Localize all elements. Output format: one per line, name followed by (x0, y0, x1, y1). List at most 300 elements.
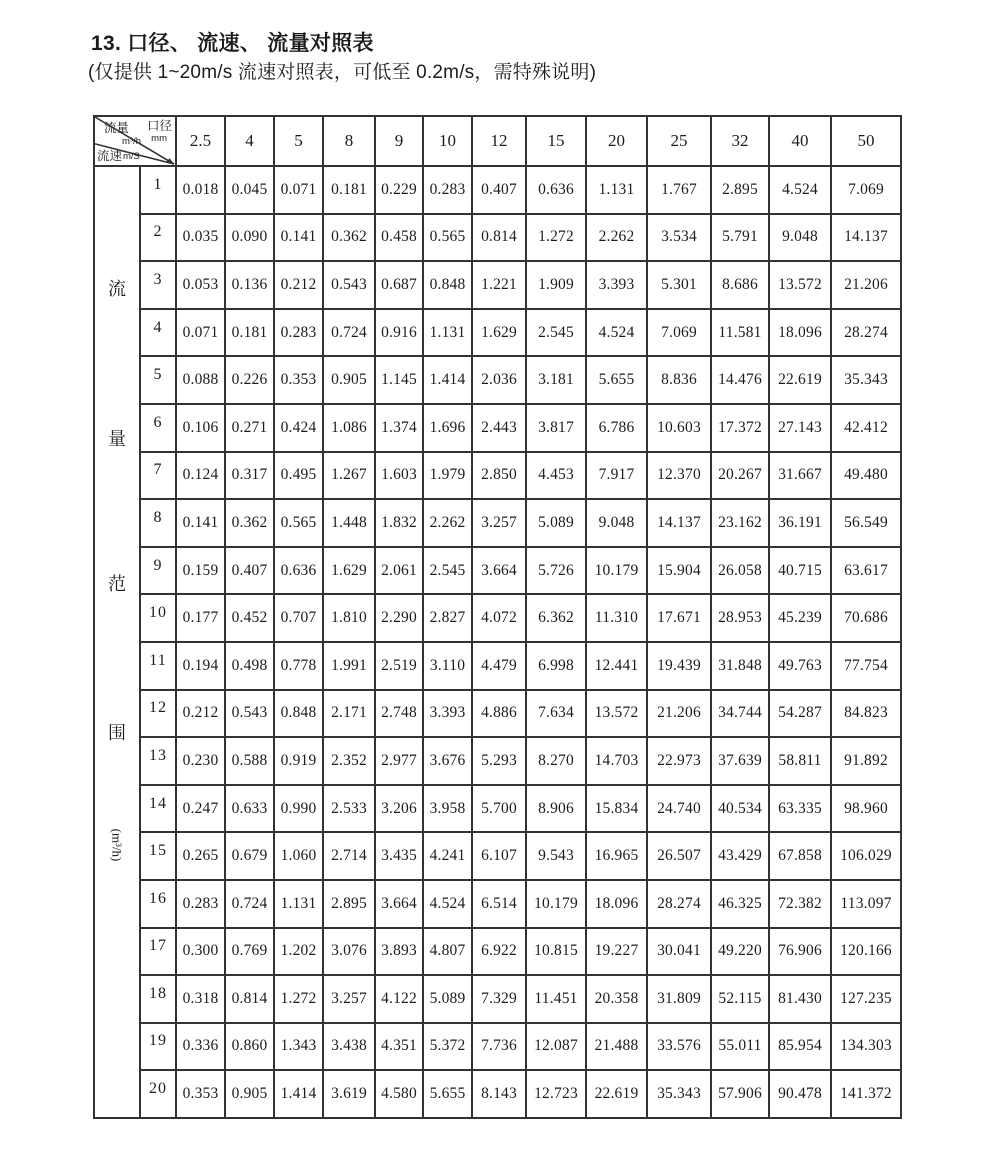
velocity-value: 18 (149, 984, 167, 1002)
flow-value-cell: 5.301 (647, 261, 711, 309)
diameter-header: 15 (526, 116, 586, 166)
flow-value-cell: 21.206 (647, 690, 711, 738)
flow-value-cell: 14.703 (586, 737, 647, 785)
flow-value-cell: 3.958 (423, 785, 472, 833)
diameter-header: 5 (274, 116, 323, 166)
flow-value-cell: 0.226 (225, 356, 274, 404)
velocity-value: 8 (153, 508, 163, 526)
flow-value-cell: 0.452 (225, 594, 274, 642)
flow-value-cell: 3.206 (375, 785, 423, 833)
flow-value-cell: 40.715 (769, 547, 831, 595)
flow-value-cell: 0.045 (225, 166, 274, 214)
table-row (94, 261, 901, 309)
flow-value-cell: 2.262 (423, 499, 472, 547)
flow-value-cell: 0.362 (225, 499, 274, 547)
flow-value-cell: 20.267 (711, 452, 769, 500)
flow-value-cell: 0.283 (176, 880, 225, 928)
page-subtitle: (仅提供 1~20m/s 流速对照表，可低至 0.2m/s，需特殊说明) (88, 62, 597, 83)
flow-value-cell: 27.143 (769, 404, 831, 452)
flow-value-cell: 20.358 (586, 975, 647, 1023)
flow-value-cell: 2.290 (375, 594, 423, 642)
flow-value-cell: 0.053 (176, 261, 225, 309)
flow-value-cell: 3.110 (423, 642, 472, 690)
flow-value-cell: 3.664 (472, 547, 526, 595)
flow-value-cell: 0.724 (323, 309, 375, 357)
diameter-header: 12 (472, 116, 526, 166)
velocity-cell (140, 356, 176, 404)
flow-value-cell: 3.817 (526, 404, 586, 452)
flow-value-cell: 67.858 (769, 832, 831, 880)
flow-value-cell: 1.221 (472, 261, 526, 309)
flow-value-cell: 7.069 (831, 166, 901, 214)
flow-value-cell: 1.832 (375, 499, 423, 547)
flow-value-cell: 2.352 (323, 737, 375, 785)
velocity-cell (140, 404, 176, 452)
flow-value-cell: 2.171 (323, 690, 375, 738)
flow-range-side-label (94, 166, 140, 1118)
flow-value-cell: 8.686 (711, 261, 769, 309)
flow-value-cell: 1.202 (274, 928, 323, 976)
flow-value-cell: 0.565 (274, 499, 323, 547)
flow-value-cell: 113.097 (831, 880, 901, 928)
flow-value-cell: 4.122 (375, 975, 423, 1023)
velocity-value: 12 (149, 699, 167, 717)
flow-value-cell: 4.524 (769, 166, 831, 214)
flow-value-cell: 1.909 (526, 261, 586, 309)
velocity-cell (140, 594, 176, 642)
flow-value-cell: 15.904 (647, 547, 711, 595)
flow-value-cell: 0.860 (225, 1023, 274, 1071)
flow-value-cell: 0.814 (225, 975, 274, 1023)
flow-value-cell: 9.048 (586, 499, 647, 547)
velocity-cell (140, 785, 176, 833)
flow-value-cell: 0.124 (176, 452, 225, 500)
flow-value-cell: 3.438 (323, 1023, 375, 1071)
flow-value-cell: 0.318 (176, 975, 225, 1023)
flow-value-cell: 1.629 (472, 309, 526, 357)
flow-value-cell: 5.700 (472, 785, 526, 833)
velocity-cell (140, 737, 176, 785)
flow-value-cell: 0.724 (225, 880, 274, 928)
flow-value-cell: 9.543 (526, 832, 586, 880)
flow-value-cell: 2.545 (423, 547, 472, 595)
flow-value-cell: 3.393 (423, 690, 472, 738)
flow-value-cell: 4.351 (375, 1023, 423, 1071)
flow-value-cell: 31.848 (711, 642, 769, 690)
flow-value-cell: 7.634 (526, 690, 586, 738)
flow-value-cell: 23.162 (711, 499, 769, 547)
flow-value-cell: 0.353 (274, 356, 323, 404)
flow-value-cell: 0.317 (225, 452, 274, 500)
flow-value-cell: 0.090 (225, 214, 274, 262)
flow-value-cell: 30.041 (647, 928, 711, 976)
flow-value-cell: 0.336 (176, 1023, 225, 1071)
velocity-cell (140, 214, 176, 262)
flow-value-cell: 35.343 (647, 1070, 711, 1118)
velocity-value: 9 (153, 556, 163, 574)
flow-value-cell: 0.212 (274, 261, 323, 309)
flow-value-cell: 0.362 (323, 214, 375, 262)
flow-value-cell: 46.325 (711, 880, 769, 928)
flow-value-cell: 1.767 (647, 166, 711, 214)
flow-value-cell: 18.096 (769, 309, 831, 357)
diameter-header: 8 (323, 116, 375, 166)
flow-value-cell: 3.893 (375, 928, 423, 976)
side-label-char: 流 (108, 278, 126, 299)
flow-value-cell: 7.736 (472, 1023, 526, 1071)
flow-value-cell: 49.480 (831, 452, 901, 500)
velocity-cell (140, 499, 176, 547)
flow-value-cell: 8.836 (647, 356, 711, 404)
flow-value-cell: 8.143 (472, 1070, 526, 1118)
flow-value-cell: 2.533 (323, 785, 375, 833)
flow-value-cell: 3.435 (375, 832, 423, 880)
flow-value-cell: 0.565 (423, 214, 472, 262)
flow-value-cell: 43.429 (711, 832, 769, 880)
table-row (94, 832, 901, 880)
flow-value-cell: 0.088 (176, 356, 225, 404)
velocity-cell (140, 975, 176, 1023)
velocity-value: 14 (149, 794, 167, 812)
flow-value-cell: 141.372 (831, 1070, 901, 1118)
flow-value-cell: 31.667 (769, 452, 831, 500)
flow-value-cell: 10.179 (526, 880, 586, 928)
flow-value-cell: 0.177 (176, 594, 225, 642)
flow-value-cell: 120.166 (831, 928, 901, 976)
flow-value-cell: 57.906 (711, 1070, 769, 1118)
flow-value-cell: 6.998 (526, 642, 586, 690)
diameter-header: 40 (769, 116, 831, 166)
flow-value-cell: 2.827 (423, 594, 472, 642)
flow-value-cell: 0.990 (274, 785, 323, 833)
flow-value-cell: 0.905 (225, 1070, 274, 1118)
velocity-cell (140, 547, 176, 595)
diameter-header: 2.5 (176, 116, 225, 166)
flow-value-cell: 3.181 (526, 356, 586, 404)
flow-value-cell: 1.272 (526, 214, 586, 262)
flow-value-cell: 22.619 (586, 1070, 647, 1118)
flow-value-cell: 37.639 (711, 737, 769, 785)
flow-value-cell: 4.241 (423, 832, 472, 880)
corner-velocity-label: 流速 (97, 148, 123, 163)
flow-value-cell: 4.524 (423, 880, 472, 928)
diameter-header: 9 (375, 116, 423, 166)
flow-value-cell: 1.086 (323, 404, 375, 452)
flow-value-cell: 0.633 (225, 785, 274, 833)
flow-value-cell: 0.283 (274, 309, 323, 357)
flow-value-cell: 0.848 (274, 690, 323, 738)
flow-value-cell: 3.664 (375, 880, 423, 928)
side-label-unit: (m³/h) (109, 828, 125, 862)
diameter-header: 32 (711, 116, 769, 166)
flow-value-cell: 1.414 (423, 356, 472, 404)
corner-velocity-unit: m/S (123, 150, 140, 162)
flow-value-cell: 10.815 (526, 928, 586, 976)
flow-value-cell: 18.096 (586, 880, 647, 928)
flow-value-cell: 134.303 (831, 1023, 901, 1071)
table-row (94, 928, 901, 976)
table-row (94, 214, 901, 262)
table-row (94, 594, 901, 642)
flow-value-cell: 0.071 (274, 166, 323, 214)
flow-value-cell: 0.159 (176, 547, 225, 595)
flow-value-cell: 2.850 (472, 452, 526, 500)
table-row (94, 309, 901, 357)
flow-value-cell: 1.060 (274, 832, 323, 880)
velocity-cell (140, 1070, 176, 1118)
flow-value-cell: 5.089 (526, 499, 586, 547)
flow-value-cell: 0.300 (176, 928, 225, 976)
flow-value-cell: 8.906 (526, 785, 586, 833)
flow-value-cell: 1.414 (274, 1070, 323, 1118)
flow-value-cell: 5.655 (423, 1070, 472, 1118)
flow-value-cell: 56.549 (831, 499, 901, 547)
flow-value-cell: 6.514 (472, 880, 526, 928)
flow-value-cell: 1.810 (323, 594, 375, 642)
velocity-value: 13 (149, 746, 167, 764)
table-row (94, 880, 901, 928)
flow-value-cell: 28.274 (831, 309, 901, 357)
flow-value-cell: 6.107 (472, 832, 526, 880)
flow-value-cell: 90.478 (769, 1070, 831, 1118)
flow-value-cell: 0.778 (274, 642, 323, 690)
flow-value-cell: 35.343 (831, 356, 901, 404)
flow-value-cell: 19.227 (586, 928, 647, 976)
flow-value-cell: 1.629 (323, 547, 375, 595)
flow-value-cell: 0.848 (423, 261, 472, 309)
velocity-cell (140, 309, 176, 357)
flow-value-cell: 52.115 (711, 975, 769, 1023)
flow-value-cell: 17.372 (711, 404, 769, 452)
flow-value-cell: 11.310 (586, 594, 647, 642)
flow-value-cell: 1.696 (423, 404, 472, 452)
flow-value-cell: 28.953 (711, 594, 769, 642)
flow-conversion-table (93, 115, 902, 1119)
flow-value-cell: 0.194 (176, 642, 225, 690)
flow-value-cell: 70.686 (831, 594, 901, 642)
velocity-cell (140, 832, 176, 880)
velocity-value: 3 (153, 270, 163, 288)
page-title: 13. 口径、 流速、 流量对照表 (91, 32, 374, 55)
flow-value-cell: 55.011 (711, 1023, 769, 1071)
flow-value-cell: 0.181 (225, 309, 274, 357)
flow-value-cell: 84.823 (831, 690, 901, 738)
flow-value-cell: 13.572 (769, 261, 831, 309)
flow-value-cell: 2.545 (526, 309, 586, 357)
flow-value-cell: 0.543 (323, 261, 375, 309)
flow-value-cell: 0.498 (225, 642, 274, 690)
velocity-value: 19 (149, 1032, 167, 1050)
flow-value-cell: 0.458 (375, 214, 423, 262)
flow-value-cell: 0.407 (472, 166, 526, 214)
velocity-value: 2 (153, 223, 163, 241)
flow-value-cell: 0.018 (176, 166, 225, 214)
flow-value-cell: 4.479 (472, 642, 526, 690)
flow-value-cell: 2.977 (375, 737, 423, 785)
velocity-cell (140, 1023, 176, 1071)
flow-value-cell: 15.834 (586, 785, 647, 833)
flow-value-cell: 0.265 (176, 832, 225, 880)
table-row (94, 737, 901, 785)
flow-value-cell: 22.973 (647, 737, 711, 785)
flow-value-cell: 0.814 (472, 214, 526, 262)
flow-value-cell: 81.430 (769, 975, 831, 1023)
flow-value-cell: 2.061 (375, 547, 423, 595)
velocity-value: 16 (149, 889, 167, 907)
flow-value-cell: 24.740 (647, 785, 711, 833)
flow-value-cell: 13.572 (586, 690, 647, 738)
table-row (94, 356, 901, 404)
flow-value-cell: 72.382 (769, 880, 831, 928)
flow-value-cell: 2.443 (472, 404, 526, 452)
flow-value-cell: 76.906 (769, 928, 831, 976)
flow-value-cell: 98.960 (831, 785, 901, 833)
table-row (94, 975, 901, 1023)
flow-value-cell: 63.335 (769, 785, 831, 833)
velocity-cell (140, 928, 176, 976)
flow-value-cell: 4.524 (586, 309, 647, 357)
table-row (94, 452, 901, 500)
flow-value-cell: 3.257 (323, 975, 375, 1023)
flow-value-cell: 4.072 (472, 594, 526, 642)
velocity-value: 5 (153, 366, 163, 384)
flow-value-cell: 4.886 (472, 690, 526, 738)
flow-value-cell: 1.131 (274, 880, 323, 928)
flow-value-cell: 2.714 (323, 832, 375, 880)
corner-flow-unit: m³/h (122, 136, 141, 147)
velocity-cell (140, 452, 176, 500)
flow-value-cell: 12.723 (526, 1070, 586, 1118)
velocity-cell (140, 261, 176, 309)
flow-value-cell: 22.619 (769, 356, 831, 404)
table-row (94, 785, 901, 833)
velocity-value: 15 (149, 842, 167, 860)
flow-value-cell: 28.274 (647, 880, 711, 928)
flow-value-cell: 0.071 (176, 309, 225, 357)
flow-value-cell: 0.495 (274, 452, 323, 500)
flow-value-cell: 1.272 (274, 975, 323, 1023)
flow-value-cell: 0.636 (274, 547, 323, 595)
flow-value-cell: 0.283 (423, 166, 472, 214)
flow-value-cell: 4.453 (526, 452, 586, 500)
flow-value-cell: 33.576 (647, 1023, 711, 1071)
velocity-value: 10 (149, 604, 167, 622)
flow-value-cell: 1.979 (423, 452, 472, 500)
flow-value-cell: 5.372 (423, 1023, 472, 1071)
flow-value-cell: 5.791 (711, 214, 769, 262)
flow-value-cell: 5.089 (423, 975, 472, 1023)
header-row (94, 116, 901, 166)
diameter-header: 50 (831, 116, 901, 166)
flow-value-cell: 1.448 (323, 499, 375, 547)
flow-value-cell: 0.141 (176, 499, 225, 547)
flow-value-cell: 0.035 (176, 214, 225, 262)
flow-value-cell: 21.488 (586, 1023, 647, 1071)
flow-value-cell: 3.257 (472, 499, 526, 547)
flow-value-cell: 127.235 (831, 975, 901, 1023)
flow-value-cell: 26.058 (711, 547, 769, 595)
flow-value-cell: 0.407 (225, 547, 274, 595)
flow-value-cell: 1.131 (423, 309, 472, 357)
flow-value-cell: 0.543 (225, 690, 274, 738)
velocity-cell (140, 690, 176, 738)
table-row (94, 547, 901, 595)
table-row (94, 1070, 901, 1118)
flow-value-cell: 11.581 (711, 309, 769, 357)
flow-value-cell: 6.922 (472, 928, 526, 976)
corner-header-cell (94, 116, 176, 166)
flow-value-cell: 7.329 (472, 975, 526, 1023)
table-row (94, 166, 901, 214)
velocity-value: 11 (149, 651, 167, 669)
diameter-header: 4 (225, 116, 274, 166)
flow-value-cell: 17.671 (647, 594, 711, 642)
flow-value-cell: 1.603 (375, 452, 423, 500)
flow-value-cell: 0.636 (526, 166, 586, 214)
flow-value-cell: 3.619 (323, 1070, 375, 1118)
velocity-value: 7 (153, 461, 163, 479)
flow-value-cell: 21.206 (831, 261, 901, 309)
flow-value-cell: 2.519 (375, 642, 423, 690)
flow-value-cell: 1.991 (323, 642, 375, 690)
flow-value-cell: 12.441 (586, 642, 647, 690)
flow-value-cell: 0.916 (375, 309, 423, 357)
flow-value-cell: 2.895 (323, 880, 375, 928)
velocity-value: 6 (153, 413, 163, 431)
flow-value-cell: 7.917 (586, 452, 647, 500)
flow-value-cell: 0.769 (225, 928, 274, 976)
flow-value-cell: 0.181 (323, 166, 375, 214)
flow-value-cell: 12.087 (526, 1023, 586, 1071)
velocity-cell (140, 880, 176, 928)
flow-value-cell: 7.069 (647, 309, 711, 357)
flow-value-cell: 0.353 (176, 1070, 225, 1118)
flow-value-cell: 0.919 (274, 737, 323, 785)
flow-value-cell: 0.136 (225, 261, 274, 309)
flow-value-cell: 0.271 (225, 404, 274, 452)
flow-value-cell: 0.212 (176, 690, 225, 738)
table-row (94, 690, 901, 738)
flow-value-cell: 8.270 (526, 737, 586, 785)
side-label-char: 围 (108, 723, 126, 744)
flow-value-cell: 0.588 (225, 737, 274, 785)
flow-value-cell: 6.362 (526, 594, 586, 642)
flow-value-cell: 10.179 (586, 547, 647, 595)
flow-value-cell: 26.507 (647, 832, 711, 880)
table-row (94, 404, 901, 452)
diameter-header: 25 (647, 116, 711, 166)
flow-value-cell: 4.580 (375, 1070, 423, 1118)
flow-value-cell: 1.343 (274, 1023, 323, 1071)
flow-value-cell: 85.954 (769, 1023, 831, 1071)
flow-value-cell: 0.687 (375, 261, 423, 309)
flow-value-cell: 31.809 (647, 975, 711, 1023)
velocity-value: 1 (153, 175, 163, 193)
flow-value-cell: 77.754 (831, 642, 901, 690)
flow-value-cell: 2.262 (586, 214, 647, 262)
flow-value-cell: 49.763 (769, 642, 831, 690)
flow-value-cell: 19.439 (647, 642, 711, 690)
flow-value-cell: 34.744 (711, 690, 769, 738)
flow-value-cell: 9.048 (769, 214, 831, 262)
flow-value-cell: 5.293 (472, 737, 526, 785)
flow-value-cell: 2.748 (375, 690, 423, 738)
flow-value-cell: 10.603 (647, 404, 711, 452)
flow-value-cell: 14.137 (647, 499, 711, 547)
flow-value-cell: 16.965 (586, 832, 647, 880)
flow-value-cell: 14.476 (711, 356, 769, 404)
flow-value-cell: 63.617 (831, 547, 901, 595)
